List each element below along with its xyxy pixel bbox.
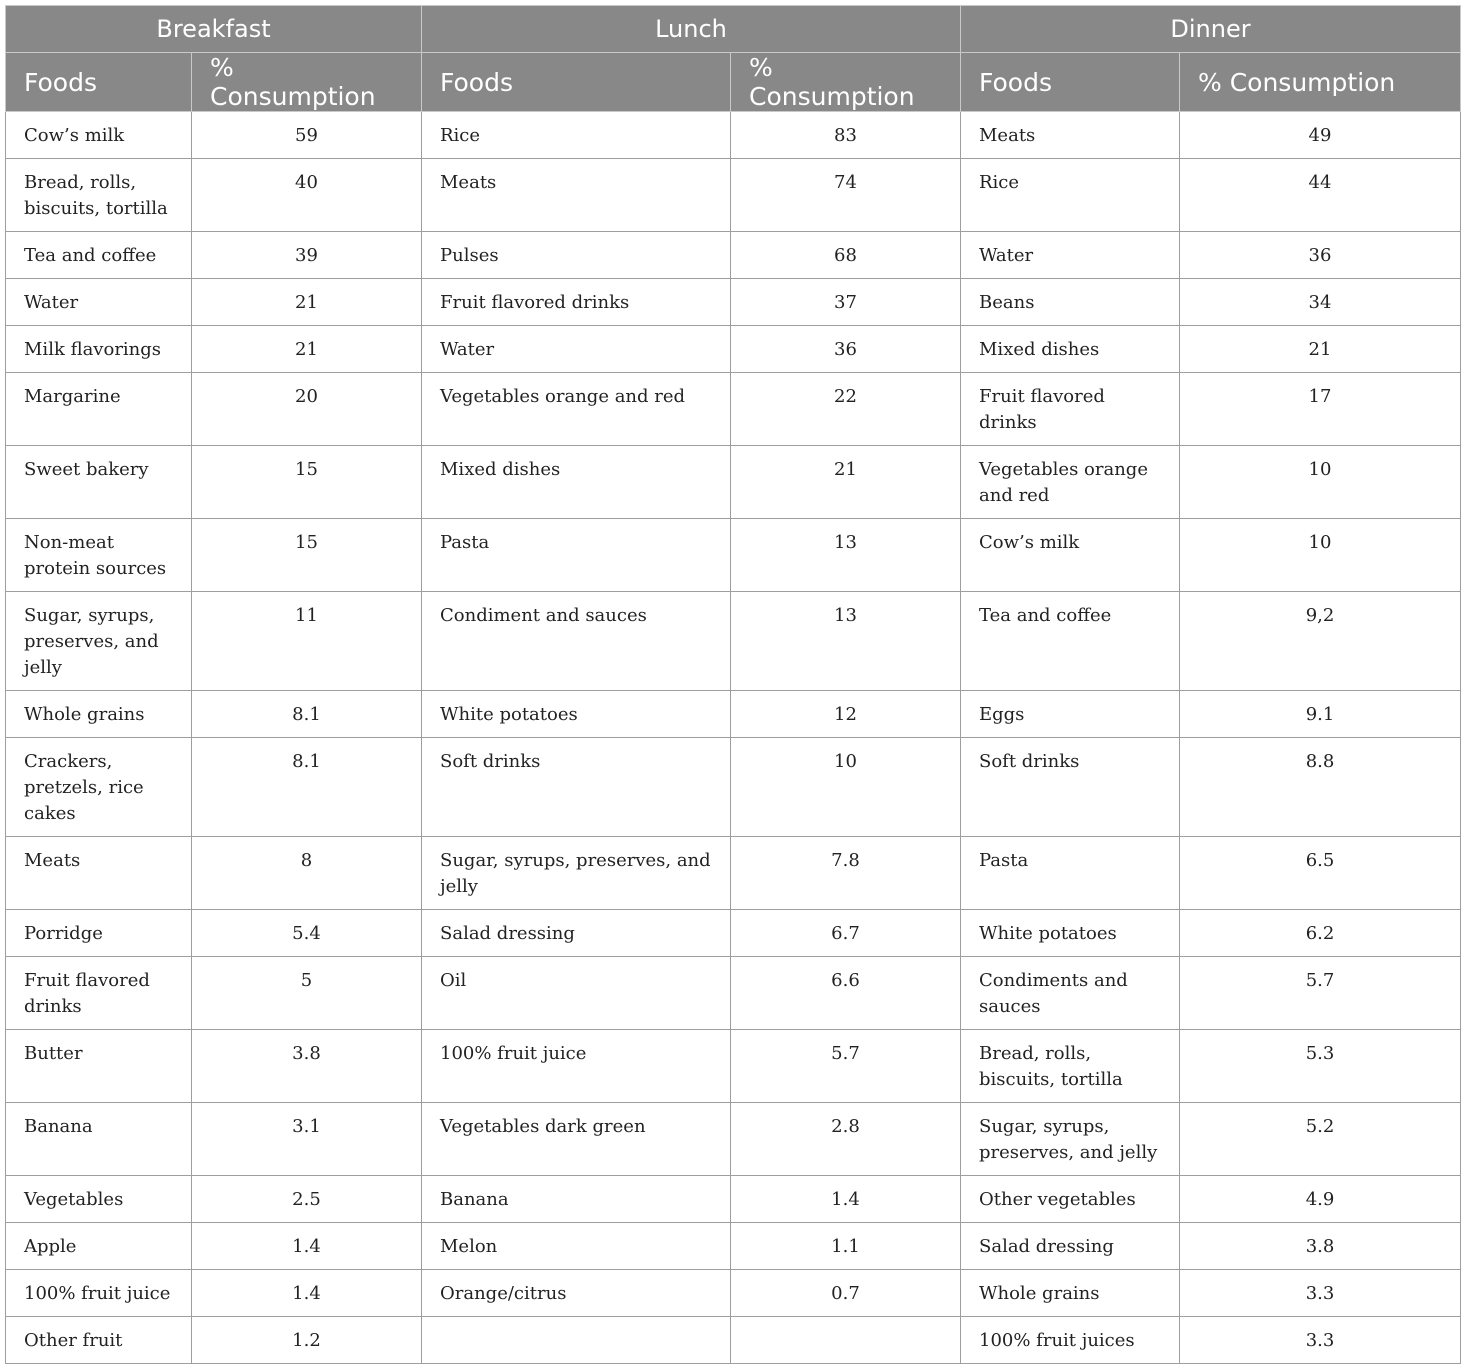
cell-dinner-food: Fruit flavored drinks: [961, 373, 1180, 446]
cell-breakfast-food: Sugar, syrups, preserves, and jelly: [6, 592, 192, 691]
cell-lunch-food: Oil: [422, 957, 731, 1030]
table-row: [6, 957, 1461, 1030]
cell-lunch-consumption: 22: [731, 373, 961, 446]
cell-lunch-consumption: 68: [731, 232, 961, 279]
cell-lunch-consumption: 13: [731, 519, 961, 592]
cell-breakfast-consumption: 3.1: [192, 1103, 422, 1176]
cell-dinner-food: Vegetables orange and red: [961, 446, 1180, 519]
cell-lunch-consumption: 5.7: [731, 1030, 961, 1103]
cell-breakfast-consumption: 39: [192, 232, 422, 279]
cell-breakfast-consumption: 21: [192, 279, 422, 326]
cell-lunch-food: White potatoes: [422, 691, 731, 738]
column-header-dinner-foods: Foods: [961, 53, 1180, 112]
cell-breakfast-food: Bread, rolls, biscuits, tortilla: [6, 159, 192, 232]
cell-lunch-consumption: 83: [731, 112, 961, 159]
cell-dinner-consumption: 5.2: [1180, 1103, 1461, 1176]
cell-breakfast-food: Water: [6, 279, 192, 326]
cell-breakfast-food: Crackers, pretzels, rice cakes: [6, 738, 192, 837]
cell-breakfast-food: Butter: [6, 1030, 192, 1103]
cell-breakfast-consumption: 2.5: [192, 1176, 422, 1223]
cell-lunch-consumption: 12: [731, 691, 961, 738]
cell-lunch-consumption: 1.4: [731, 1176, 961, 1223]
cell-dinner-food: Beans: [961, 279, 1180, 326]
cell-dinner-food: Cow’s milk: [961, 519, 1180, 592]
cell-dinner-food: White potatoes: [961, 910, 1180, 957]
cell-dinner-consumption: 3.3: [1180, 1270, 1461, 1317]
cell-lunch-consumption: 1.1: [731, 1223, 961, 1270]
table-row: [6, 1176, 1461, 1223]
cell-breakfast-food: Vegetables: [6, 1176, 192, 1223]
cell-breakfast-consumption: 8.1: [192, 738, 422, 837]
cell-dinner-consumption: 49: [1180, 112, 1461, 159]
cell-lunch-food: Fruit flavored drinks: [422, 279, 731, 326]
cell-dinner-food: Condiments and sauces: [961, 957, 1180, 1030]
cell-breakfast-food: Porridge: [6, 910, 192, 957]
cell-dinner-consumption: 36: [1180, 232, 1461, 279]
meal-header-row: [6, 6, 1461, 53]
cell-lunch-food: Condiment and sauces: [422, 592, 731, 691]
cell-lunch-food: Pulses: [422, 232, 731, 279]
cell-dinner-food: Meats: [961, 112, 1180, 159]
cell-breakfast-food: Apple: [6, 1223, 192, 1270]
cell-dinner-consumption: 10: [1180, 446, 1461, 519]
cell-lunch-food: 100% fruit juice: [422, 1030, 731, 1103]
cell-dinner-consumption: 3.8: [1180, 1223, 1461, 1270]
cell-breakfast-consumption: 15: [192, 446, 422, 519]
cell-dinner-food: Other vegetables: [961, 1176, 1180, 1223]
meal-header-lunch: Lunch: [422, 6, 961, 53]
cell-lunch-food: Meats: [422, 159, 731, 232]
cell-breakfast-food: Milk flavorings: [6, 326, 192, 373]
cell-dinner-food: Salad dressing: [961, 1223, 1180, 1270]
cell-dinner-food: Tea and coffee: [961, 592, 1180, 691]
cell-breakfast-food: Meats: [6, 837, 192, 910]
cell-breakfast-food: Whole grains: [6, 691, 192, 738]
table-row: [6, 519, 1461, 592]
table-row: [6, 1103, 1461, 1176]
meal-header-breakfast: Breakfast: [6, 6, 422, 53]
table-row: [6, 1270, 1461, 1317]
cell-dinner-consumption: 6.5: [1180, 837, 1461, 910]
cell-dinner-consumption: 9.1: [1180, 691, 1461, 738]
cell-lunch-consumption: 7.8: [731, 837, 961, 910]
table-row: [6, 1317, 1461, 1364]
cell-dinner-food: 100% fruit juices: [961, 1317, 1180, 1364]
table-row: [6, 910, 1461, 957]
cell-dinner-consumption: 3.3: [1180, 1317, 1461, 1364]
cell-lunch-food: Soft drinks: [422, 738, 731, 837]
cell-breakfast-consumption: 15: [192, 519, 422, 592]
cell-dinner-food: Soft drinks: [961, 738, 1180, 837]
cell-dinner-consumption: 17: [1180, 373, 1461, 446]
cell-lunch-food: Rice: [422, 112, 731, 159]
cell-dinner-food: Whole grains: [961, 1270, 1180, 1317]
cell-dinner-food: Rice: [961, 159, 1180, 232]
cell-lunch-consumption: 21: [731, 446, 961, 519]
cell-dinner-consumption: 9,2: [1180, 592, 1461, 691]
cell-breakfast-food: Cow’s milk: [6, 112, 192, 159]
cell-breakfast-consumption: 5: [192, 957, 422, 1030]
cell-lunch-food: Banana: [422, 1176, 731, 1223]
cell-lunch-food: [422, 1317, 731, 1364]
cell-lunch-food: Mixed dishes: [422, 446, 731, 519]
cell-lunch-consumption: 6.6: [731, 957, 961, 1030]
cell-lunch-food: Sugar, syrups, preserves, and jelly: [422, 837, 731, 910]
cell-breakfast-food: Margarine: [6, 373, 192, 446]
consumption-table-container: [5, 5, 1460, 1364]
table-row: [6, 1223, 1461, 1270]
table-row: [6, 279, 1461, 326]
column-header-row: [6, 53, 1461, 112]
meal-header-dinner: Dinner: [961, 6, 1461, 53]
table-row: [6, 691, 1461, 738]
cell-breakfast-food: Non-meat protein sources: [6, 519, 192, 592]
cell-lunch-consumption: 36: [731, 326, 961, 373]
cell-dinner-consumption: 6.2: [1180, 910, 1461, 957]
cell-dinner-food: Bread, rolls, biscuits, tortilla: [961, 1030, 1180, 1103]
cell-breakfast-food: Fruit flavored drinks: [6, 957, 192, 1030]
cell-lunch-food: Salad dressing: [422, 910, 731, 957]
cell-dinner-food: Water: [961, 232, 1180, 279]
table-body: [6, 112, 1461, 1364]
cell-breakfast-food: Banana: [6, 1103, 192, 1176]
cell-lunch-consumption: 10: [731, 738, 961, 837]
cell-dinner-consumption: 10: [1180, 519, 1461, 592]
cell-dinner-food: Eggs: [961, 691, 1180, 738]
column-header-breakfast-consumption: % Consumption: [192, 53, 422, 112]
cell-lunch-consumption: 0.7: [731, 1270, 961, 1317]
cell-breakfast-food: Tea and coffee: [6, 232, 192, 279]
table-row: [6, 373, 1461, 446]
table-row: [6, 159, 1461, 232]
cell-lunch-consumption: 37: [731, 279, 961, 326]
cell-dinner-consumption: 21: [1180, 326, 1461, 373]
cell-breakfast-consumption: 11: [192, 592, 422, 691]
table-row: [6, 1030, 1461, 1103]
table-row: [6, 326, 1461, 373]
food-consumption-table: [5, 5, 1461, 1364]
cell-dinner-consumption: 8.8: [1180, 738, 1461, 837]
cell-dinner-consumption: 34: [1180, 279, 1461, 326]
cell-dinner-consumption: 4.9: [1180, 1176, 1461, 1223]
cell-lunch-consumption: 13: [731, 592, 961, 691]
cell-breakfast-food: Other fruit: [6, 1317, 192, 1364]
cell-lunch-food: Vegetables dark green: [422, 1103, 731, 1176]
cell-breakfast-consumption: 8: [192, 837, 422, 910]
table-row: [6, 446, 1461, 519]
cell-breakfast-consumption: 40: [192, 159, 422, 232]
table-row: [6, 592, 1461, 691]
table-row: [6, 112, 1461, 159]
column-header-breakfast-foods: Foods: [6, 53, 192, 112]
column-header-dinner-consumption: % Consumption: [1180, 53, 1461, 112]
cell-dinner-food: Pasta: [961, 837, 1180, 910]
cell-lunch-consumption: 74: [731, 159, 961, 232]
cell-breakfast-consumption: 8.1: [192, 691, 422, 738]
table-row: [6, 232, 1461, 279]
cell-breakfast-consumption: 20: [192, 373, 422, 446]
cell-lunch-food: Melon: [422, 1223, 731, 1270]
cell-dinner-consumption: 5.3: [1180, 1030, 1461, 1103]
cell-breakfast-consumption: 1.4: [192, 1223, 422, 1270]
cell-breakfast-consumption: 21: [192, 326, 422, 373]
cell-lunch-food: Orange/citrus: [422, 1270, 731, 1317]
cell-breakfast-consumption: 5.4: [192, 910, 422, 957]
cell-breakfast-consumption: 1.4: [192, 1270, 422, 1317]
cell-dinner-food: Mixed dishes: [961, 326, 1180, 373]
cell-dinner-food: Sugar, syrups, preserves, and jelly: [961, 1103, 1180, 1176]
cell-dinner-consumption: 44: [1180, 159, 1461, 232]
column-header-lunch-foods: Foods: [422, 53, 731, 112]
cell-lunch-consumption: 6.7: [731, 910, 961, 957]
column-header-lunch-consumption: % Consumption: [731, 53, 961, 112]
cell-lunch-consumption: 2.8: [731, 1103, 961, 1176]
cell-lunch-food: Vegetables orange and red: [422, 373, 731, 446]
cell-lunch-food: Pasta: [422, 519, 731, 592]
cell-breakfast-food: Sweet bakery: [6, 446, 192, 519]
cell-breakfast-consumption: 1.2: [192, 1317, 422, 1364]
cell-breakfast-consumption: 59: [192, 112, 422, 159]
cell-dinner-consumption: 5.7: [1180, 957, 1461, 1030]
table-row: [6, 837, 1461, 910]
cell-lunch-consumption: [731, 1317, 961, 1364]
cell-breakfast-consumption: 3.8: [192, 1030, 422, 1103]
cell-lunch-food: Water: [422, 326, 731, 373]
table-row: [6, 738, 1461, 837]
cell-breakfast-food: 100% fruit juice: [6, 1270, 192, 1317]
